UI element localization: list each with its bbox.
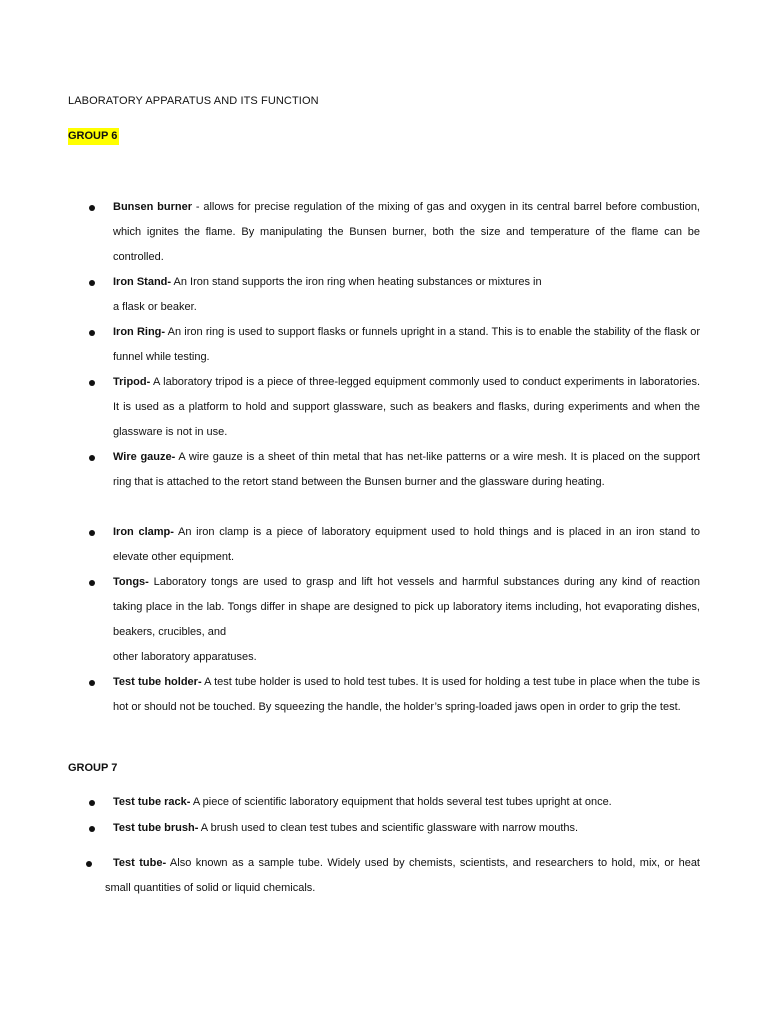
item-term: Test tube holder- <box>113 676 202 688</box>
item-term: Test tube- <box>113 857 167 869</box>
item-description: A test tube holder is used to hold test tubes. It is used for holding a test tube in place when the tube is hot or should not be touched. By squeezing the handle, the holder’s spring-loaded jaws open in order to grip the test. <box>113 676 700 713</box>
item-description: An Iron stand supports the iron ring when heating substances or mixtures in <box>171 276 542 288</box>
group-7-label: GROUP 7 <box>68 762 118 774</box>
group-label <box>68 762 117 774</box>
item-description: A brush used to clean test tubes and scientific glassware with narrow mouths. <box>198 822 579 834</box>
item-text <box>113 370 700 445</box>
item-term: Iron Stand- <box>113 276 172 288</box>
bullet-icon <box>89 800 95 806</box>
item-description: Also known as a sample tube. Widely used by chemists, scientists, and researchers to hold, mix, or heat small quantities of solid or liquid chemicals. <box>105 857 700 894</box>
bullet-icon <box>89 826 95 832</box>
item-term: Wire gauze- <box>113 451 176 463</box>
item-description: An iron clamp is a piece of laboratory equipment used to hold things and is placed in an iron stand to elevate other equipment. <box>113 526 700 563</box>
item-extra-line: a flask or beaker. <box>113 301 197 313</box>
item-term: Tripod- <box>113 376 151 388</box>
bullet-icon <box>89 280 95 286</box>
item-text <box>113 270 700 320</box>
item-text <box>113 570 700 670</box>
item-description: - allows for precise regulation of the mixing of gas and oxygen in its central barrel before combustion, which ignites the flame. By manipulating the Bunsen burner, both the size and temperature of the flame can be controlled. <box>113 201 700 263</box>
item-text <box>113 195 700 270</box>
document-title: LABORATORY APPARATUS AND ITS FUNCTION <box>68 95 319 107</box>
item-text <box>113 445 700 495</box>
item-term: Iron clamp- <box>113 526 174 538</box>
item-extra-line: other laboratory apparatuses. <box>113 651 257 663</box>
item-description: A laboratory tripod is a piece of three-legged equipment commonly used to conduct experiments in laboratories. It is used as a platform to hold and support glassware, such as beakers and flasks, during experiments and when the glassware is not in use. <box>113 376 700 438</box>
item-term: Bunsen burner <box>113 201 193 213</box>
bullet-icon <box>89 580 95 586</box>
item-text <box>113 816 713 841</box>
bullet-icon <box>89 205 95 211</box>
bullet-icon <box>89 455 95 461</box>
bullet-icon <box>89 330 95 336</box>
item-text <box>113 790 713 815</box>
item-term: Tongs- <box>113 576 149 588</box>
item-term: Test tube brush- <box>113 822 199 834</box>
bullet-icon <box>89 380 95 386</box>
group-6-label: GROUP 6 <box>68 128 119 145</box>
item-description: An iron ring is used to support flasks or funnels upright in a stand. This is to enable the stability of the flask or funnel while testing. <box>113 326 700 363</box>
item-description: A wire gauze is a sheet of thin metal that has net-like patterns or a wire mesh. It is placed on the support ring that is attached to the retort stand between the Bunsen burner and the glassware during heating. <box>113 451 700 488</box>
item-term: Test tube rack- <box>113 796 191 808</box>
bullet-icon <box>89 530 95 536</box>
bullet-icon <box>86 861 92 867</box>
item-text <box>113 520 700 570</box>
item-description: Laboratory tongs are used to grasp and lift hot vessels and harmful substances during any kind of reaction taking place in the lab. Tongs differ in shape are designed to pick up laboratory items including, hot evaporating dishes, beakers, crucibles, and <box>113 576 700 638</box>
group-label <box>68 130 119 142</box>
bullet-icon <box>89 680 95 686</box>
item-text <box>113 320 700 370</box>
item-description: A piece of scientific laboratory equipment that holds several test tubes upright at once. <box>190 796 612 808</box>
item-term: Iron Ring- <box>113 326 166 338</box>
item-text <box>105 851 700 901</box>
item-text <box>113 670 700 720</box>
